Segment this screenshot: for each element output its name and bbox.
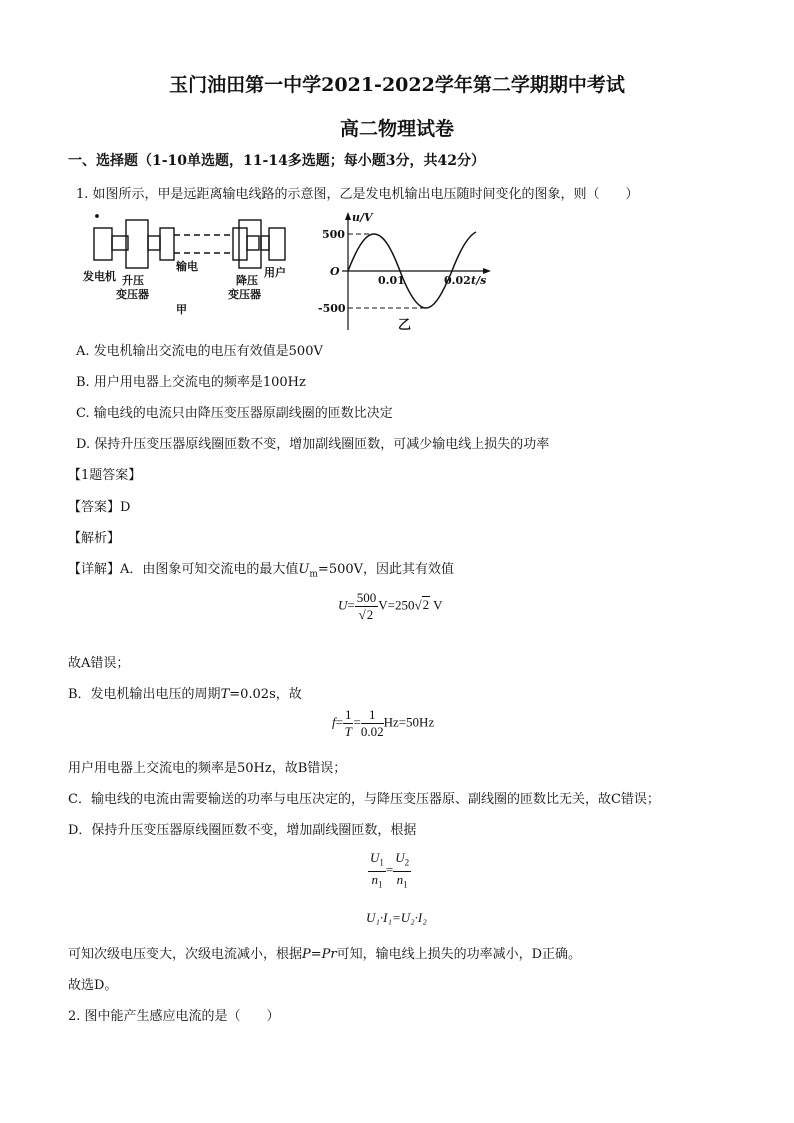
eq2-eq1: = xyxy=(335,714,343,730)
option-d: D. 保持升压变压器原线圈匝数不变，增加副线圈匝数，可减少输电线上损失的功率 xyxy=(76,437,550,452)
q1-stem: 1. 如图所示，甲是远距离输电线路的示意图，乙是发电机输出电压随时间变化的图象，则（ ） xyxy=(76,187,639,202)
eq3-num1: U xyxy=(370,850,380,865)
label-step-up-2: 变压器 xyxy=(116,288,149,301)
eq3-equals: = xyxy=(385,862,394,878)
um-symbol: U xyxy=(298,562,310,577)
eq3-den2: n xyxy=(396,871,404,887)
a-wrong: 故A错误； xyxy=(68,656,130,671)
eq2-lhs: f xyxy=(332,714,336,730)
eq1-equals: = xyxy=(347,597,355,613)
answer-row xyxy=(68,496,130,515)
analysis-label: 【解析】 xyxy=(68,531,121,546)
detail-a xyxy=(68,558,454,580)
eq1-unit: V xyxy=(433,597,443,613)
c-text: C．输电线的电流由需要输送的功率与电压决定的，与降压变压器原、副线圈的匝数比无关，故C错误； xyxy=(68,792,660,807)
answer-value: D xyxy=(120,500,131,515)
detail-b xyxy=(68,683,302,702)
section-heading: 一、选择题（1-10单选题，11-14多选题；每小题3分，共42分） xyxy=(68,153,486,169)
equation-frequency xyxy=(332,707,434,740)
period-symbol: T xyxy=(220,687,230,702)
conclusion-formula: P=Pr xyxy=(302,947,337,962)
eq1-lhs: U xyxy=(338,597,348,613)
eq3-den2-sub: 1 xyxy=(403,879,408,890)
equation-effective-voltage: U= $\frac{500}{√2}$ V=250√2 V xyxy=(338,590,443,622)
d-text: D．保持升压变压器原线圈匝数不变，增加副线圈匝数，根据 xyxy=(68,823,417,838)
detail-a-text-2: =500V，因此其有效值 xyxy=(317,562,455,577)
q2-stem: 2. 图中能产生感应电流的是（ ） xyxy=(68,1009,280,1024)
eq3-num2: U xyxy=(395,850,405,865)
y-pos-label: 500 xyxy=(322,228,345,241)
eq3-frac1 xyxy=(368,850,386,892)
eq2-frac2 xyxy=(361,707,384,740)
eq1-mid: V=250 xyxy=(378,597,415,613)
um-sub: m xyxy=(309,569,318,580)
equation-ratio xyxy=(368,850,411,892)
y-neg-label: -500 xyxy=(318,302,346,315)
eq3-frac2 xyxy=(393,850,411,892)
label-line: 输电 xyxy=(176,260,198,273)
eq2-frac1 xyxy=(343,707,354,740)
ylabel: u/V xyxy=(352,211,373,224)
label-caption-yi: 乙 xyxy=(398,318,412,333)
choose: 故选D。 xyxy=(68,978,118,993)
detail-b-text-2: =0.02s，故 xyxy=(229,687,302,702)
eq1-den: 2 xyxy=(366,607,374,622)
eq2-den2: 0.02 xyxy=(360,724,384,739)
exam-title: 玉门油田第一中学2021-2022学年第二学期期中考试 xyxy=(169,74,625,96)
figure-yi xyxy=(318,208,492,333)
eq1-fraction: $\frac{500}{√2}$ xyxy=(356,590,377,622)
detail-b-text-1: B．发电机输出电压的周期 xyxy=(68,687,221,702)
eq1-num: 500 xyxy=(356,590,377,605)
conclusion-text-1: 可知次级电压变大，次级电流减小，根据 xyxy=(68,947,303,962)
option-a: A. 发电机输出交流电的电压有效值是500V xyxy=(76,344,323,359)
eq2-num1: 1 xyxy=(344,707,352,722)
eq3-den1-sub: 1 xyxy=(377,879,383,890)
eq2-num2: 1 xyxy=(361,707,384,724)
label-generator: 发电机 xyxy=(83,270,116,283)
xlabel: t/s xyxy=(471,274,487,287)
x2-label: 0.02 xyxy=(444,274,471,287)
option-b: B. 用户用电器上交流电的频率是100Hz xyxy=(76,375,306,390)
figure-jia xyxy=(76,208,301,320)
label-user: 用户 xyxy=(264,266,286,279)
conclusion-text-2: 可知，输电线上损失的功率减小，D正确。 xyxy=(336,947,582,962)
eq2-tail: Hz=50Hz xyxy=(383,714,435,730)
label-step-down-2: 变压器 xyxy=(228,288,261,301)
label-caption-jia: 甲 xyxy=(176,303,187,316)
eq1-rad: 2 xyxy=(422,597,430,613)
answer-block: 【1题答案】 xyxy=(68,468,142,483)
answer-label: 【答案】 xyxy=(68,500,121,515)
label-step-down-1: 降压 xyxy=(236,274,258,287)
label-step-up-1: 升压 xyxy=(122,274,144,287)
x1-label: 0.01 xyxy=(378,274,405,287)
eq3-num1-sub: 1 xyxy=(379,857,384,868)
eq3-num2-sub: 2 xyxy=(404,857,410,868)
equation-power: U₁·I₁=U₂·I₂ xyxy=(366,910,427,925)
eq3-den1: n xyxy=(371,871,378,887)
detail-a-text-1: A．由图象可知交流电的最大值 xyxy=(120,562,299,577)
origin-label: O xyxy=(330,265,340,278)
conclusion xyxy=(68,943,581,962)
exam-subtitle: 高二物理试卷 xyxy=(339,118,454,140)
detail-label: 【详解】 xyxy=(68,562,121,577)
eq2-eq2: = xyxy=(353,714,361,730)
option-c: C. 输电线的电流只由降压变压器原副线圈的匝数比决定 xyxy=(76,406,393,421)
eq2-den1: T xyxy=(344,724,352,739)
b-text: 用户用电器上交流电的频率是50Hz，故B错误； xyxy=(68,761,347,776)
